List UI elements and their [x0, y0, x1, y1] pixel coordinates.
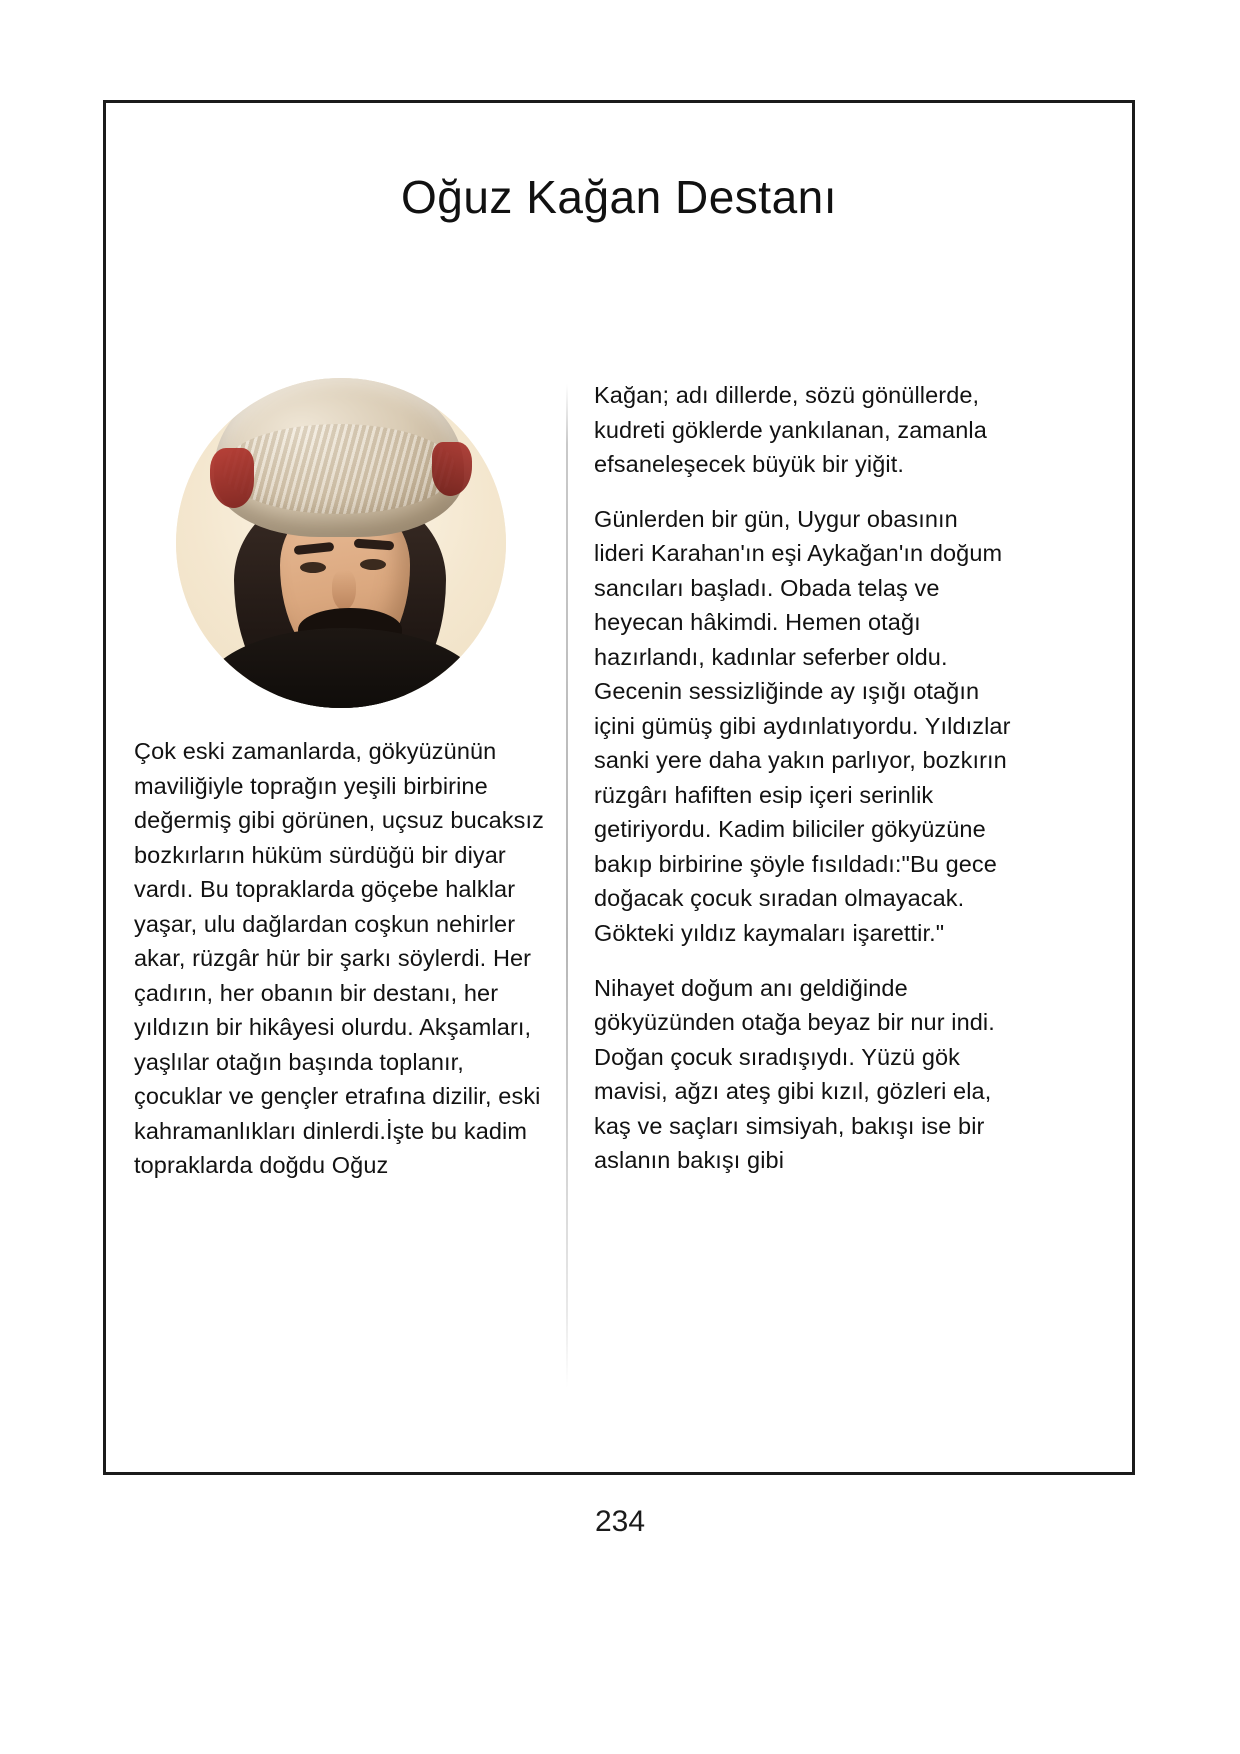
portrait-eye-left — [300, 562, 326, 573]
page-title: Oğuz Kağan Destanı — [400, 170, 838, 223]
body-paragraph: Çok eski zamanlarda, gökyüzünün maviliğiyle toprağın yeşili birbirine değermiş gibi görünen, uçsuz bucaksız bozkırların hüküm sürdüğü bir diyar vardı. Bu topraklarda göçebe halklar yaşar, ulu dağlardan coşkun nehirler akar, rüzgâr hür bir şarkı söylerdi. Her çadırın, her obanın bir destanı, her yıldızın bir hikâyesi olurdu. Akşamları, yaşlılar otağın başında toplanır, çocuklar ve gençler etrafına dizilir, eski kahramanlıkları dinlerdi.İşte bu kadim topraklarda doğdu Oğuz — [134, 738, 544, 1179]
right-column — [568, 378, 1018, 1178]
portrait-nose — [332, 570, 356, 610]
page-number: 234 — [594, 1505, 646, 1538]
portrait-illustration-icon — [176, 378, 506, 708]
portrait-figure — [176, 378, 506, 708]
body-paragraph: Nihayet doğum anı geldiğinde gökyüzünden otağa beyaz bir nur indi. Doğan çocuk sıradışıydı. Yüzü gök mavisi, ağzı ateş gibi kızıl, gözleri ela, kaş ve saçları simsiyah, bakışı ise bir aslanın bakışı gibi — [594, 974, 995, 1174]
body-paragraph: Günlerden bir gün, Uygur obasının lideri Karahan'ın eşi Aykağan'ın doğum sancıları başladı. Obada telaş ve heyecan hâkimdi. Hemen otağı hazırlandı, kadınlar seferber oldu. Gecenin sessizliğinde ay ışığı otağın içini gümüş gibi aydınlatıyordu. Yıldızlar sanki yere daha yakın parlıyor, bozkırın rüzgârı hafiften esip içeri serinlik getiriyordu. Kadim biliciler gökyüzüne bakıp birbirine şöyle fısıldadı:"Bu gece doğacak çocuk sıradan olmayacak. Gökteki yıldız kaymaları işarettir." — [594, 505, 1011, 946]
two-column-layout — [126, 378, 1118, 1428]
page-frame — [103, 100, 1135, 1475]
portrait-hat-band-left — [210, 448, 254, 508]
portrait-eye-right — [360, 559, 386, 570]
body-paragraph: Kağan; adı dillerde, sözü gönüllerde, kudreti göklerde yankılanan, zamanla efsaneleşecek büyük bir yiğit. — [594, 382, 987, 478]
left-column — [126, 378, 566, 1183]
